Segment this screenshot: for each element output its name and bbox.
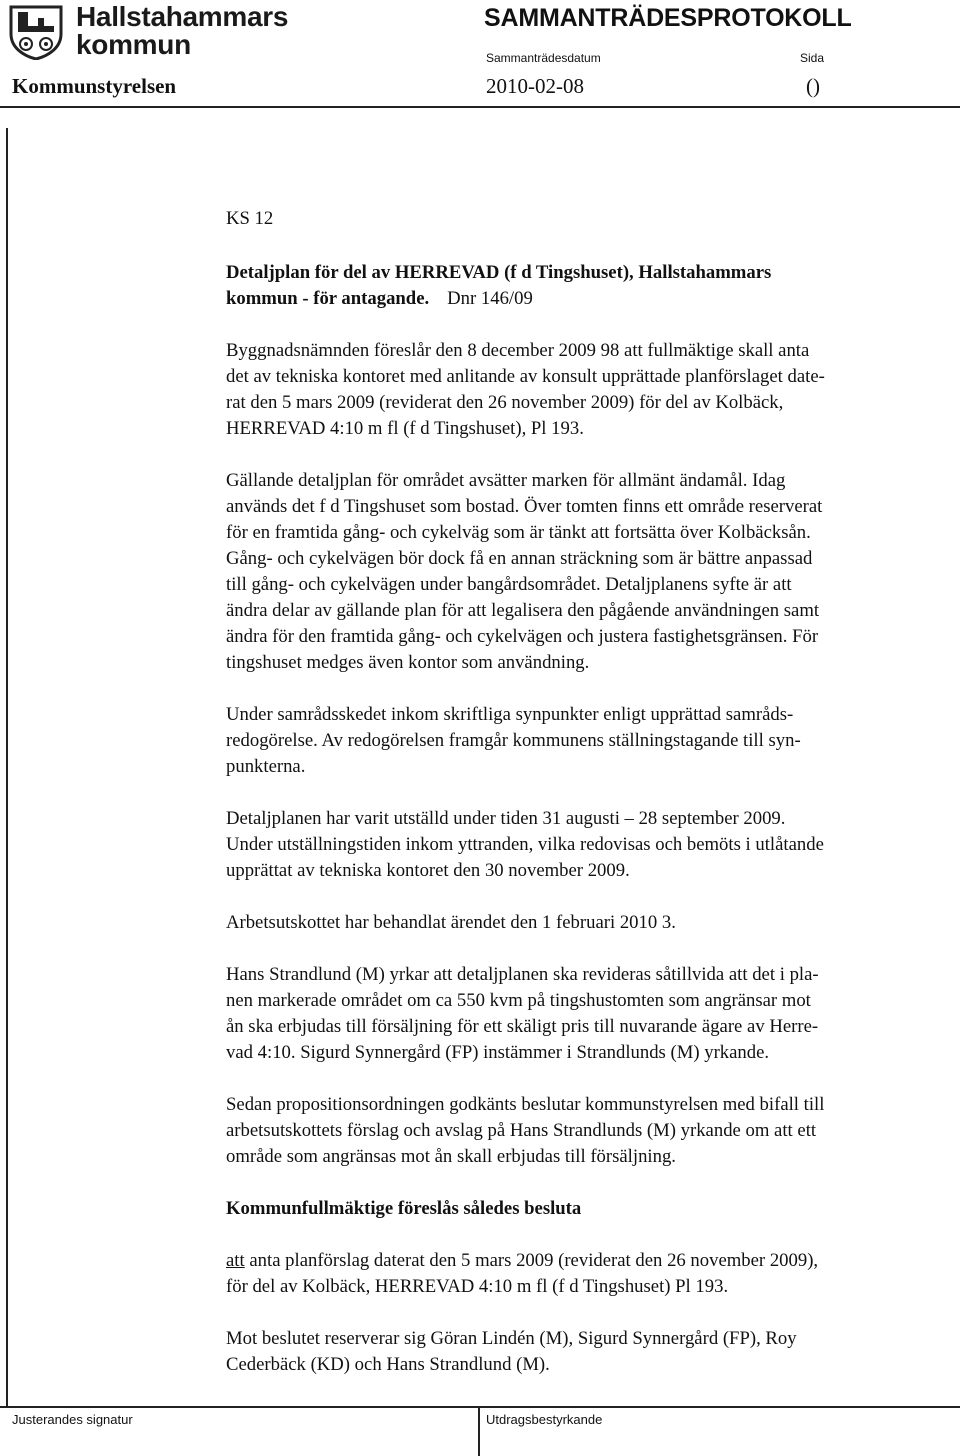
body-line: Gång- och cykelvägen bör dock få en annan sträckning som är bättre anpassad [226,548,813,569]
body-line: för del av Kolbäck, HERREVAD 4:10 m fl (f d Tingshuset) Pl 193. [226,1276,729,1297]
meeting-date-label: Sammanträdesdatum [486,51,601,65]
body-line: Sedan propositionsordningen godkänts beslutar kommunstyrelsen med bifall till [226,1094,825,1115]
body-line: punkterna. [226,756,306,777]
decision-line1 [226,1248,946,1274]
body-line: ändra för den framtida gång- och cykelvägen och justera fastighetsgränsen. För [226,626,819,647]
department-name: Kommunstyrelsen [12,74,177,98]
footer-separator [478,1406,480,1456]
municipality-logo [8,1,289,60]
body-line: används det f d Tingshuset som bostad. Över tomten finns ett område reserverat [226,496,823,517]
body-line: ändra delar av gällande plan för att legalisera den pågående användningen samt [226,600,820,621]
page-number: () [806,74,820,98]
header-divider [0,106,960,108]
meeting-date: 2010-02-08 [486,74,584,98]
extract-verification-label: Utdragsbestyrkande [486,1412,603,1427]
signature-label: Justerandes signatur [12,1412,133,1427]
decision-text: anta planförslag daterat den 5 mars 2009 (reviderat den 26 november 2009), [244,1250,819,1271]
body-line: Under utställningstiden inkom yttranden, vilka redovisas och bemöts i utlåtande [226,834,824,855]
logo-text-line1: Hallstahammars [76,1,289,32]
diary-number: Dnr 146/09 [447,288,533,309]
body-line: tingshuset medges även kontor som användning. [226,652,590,673]
body-line: Mot beslutet reserverar sig Göran Lindén (M), Sigurd Synnergård (FP), Roy [226,1328,797,1349]
body-line: redogörelse. Av redogörelsen framgår kommunens ställningstagande till syn- [226,730,801,751]
section-heading-line1: Detaljplan för del av HERREVAD (f d Tingshuset), Hallstahammars [226,262,772,283]
body-line: Hans Strandlund (M) yrkar att detaljplanen ska revideras såtillvida att det i pla- [226,964,819,985]
body-line: område som angränsas mot ån skall erbjudas till försäljning. [226,1146,676,1167]
body-line: ån ska erbjudas till försäljning för ett skäligt pris till nuvarande ägare av Herre- [226,1016,819,1037]
body-line: det av tekniska kontoret med anlitande av konsult upprättade planförslaget date- [226,366,825,387]
att-keyword: att [226,1250,245,1271]
footer-divider [0,1406,960,1408]
body-line: HERREVAD 4:10 m fl (f d Tingshuset), Pl 193. [226,418,584,439]
margin-rule [6,128,8,1406]
body-line: rat den 5 mars 2009 (reviderat den 26 november 2009) för del av Kolbäck, [226,392,784,413]
body-line: Cederbäck (KD) och Hans Strandlund (M). [226,1354,550,1375]
body-line: Under samrådsskedet inkom skriftliga synpunkter enligt upprättad samråds- [226,704,794,725]
body-line: nen markerade området om ca 550 kvm på tingshustomten som angränsar mot [226,990,811,1011]
logo-text-line2: kommun [76,29,191,60]
body-line: för en framtida gång- och cykelväg som är tänkt att fortsätta över Kolbäcksån. [226,522,811,543]
paragraph-number: KS 12 [226,208,274,229]
section-heading-line2-row [226,286,946,312]
body-line: arbetsutskottets förslag och avslag på Hans Strandlunds (M) yrkande om att ett [226,1120,817,1141]
body-line: Byggnadsnämnden föreslår den 8 december 2009 98 att fullmäktige skall anta [226,340,810,361]
body-line: till gång- och cykelvägen under bangårdsområdet. Detaljplanens syfte är att [226,574,792,595]
body-line: vad 4:10. Sigurd Synnergård (FP) instämmer i Strandlunds (M) yrkande. [226,1042,770,1063]
page-label: Sida [800,51,825,65]
document-title: SAMMANTRÄDESPROTOKOLL [484,4,852,32]
section-heading-line2: kommun - för antagande. [226,288,430,309]
body-line: Arbetsutskottet har behandlat ärendet den 1 februari 2010 3. [226,912,676,933]
body-line: Gällande detaljplan för området avsätter marken för allmänt ändamål. Idag [226,470,786,491]
body-line: Detaljplanen har varit utställd under tiden 31 augusti – 28 september 2009. [226,808,786,829]
coat-of-arms-icon [8,4,64,60]
proposal-heading: Kommunfullmäktige föreslås således besluta [226,1198,582,1219]
body-line: upprättat av tekniska kontoret den 30 november 2009. [226,860,630,881]
